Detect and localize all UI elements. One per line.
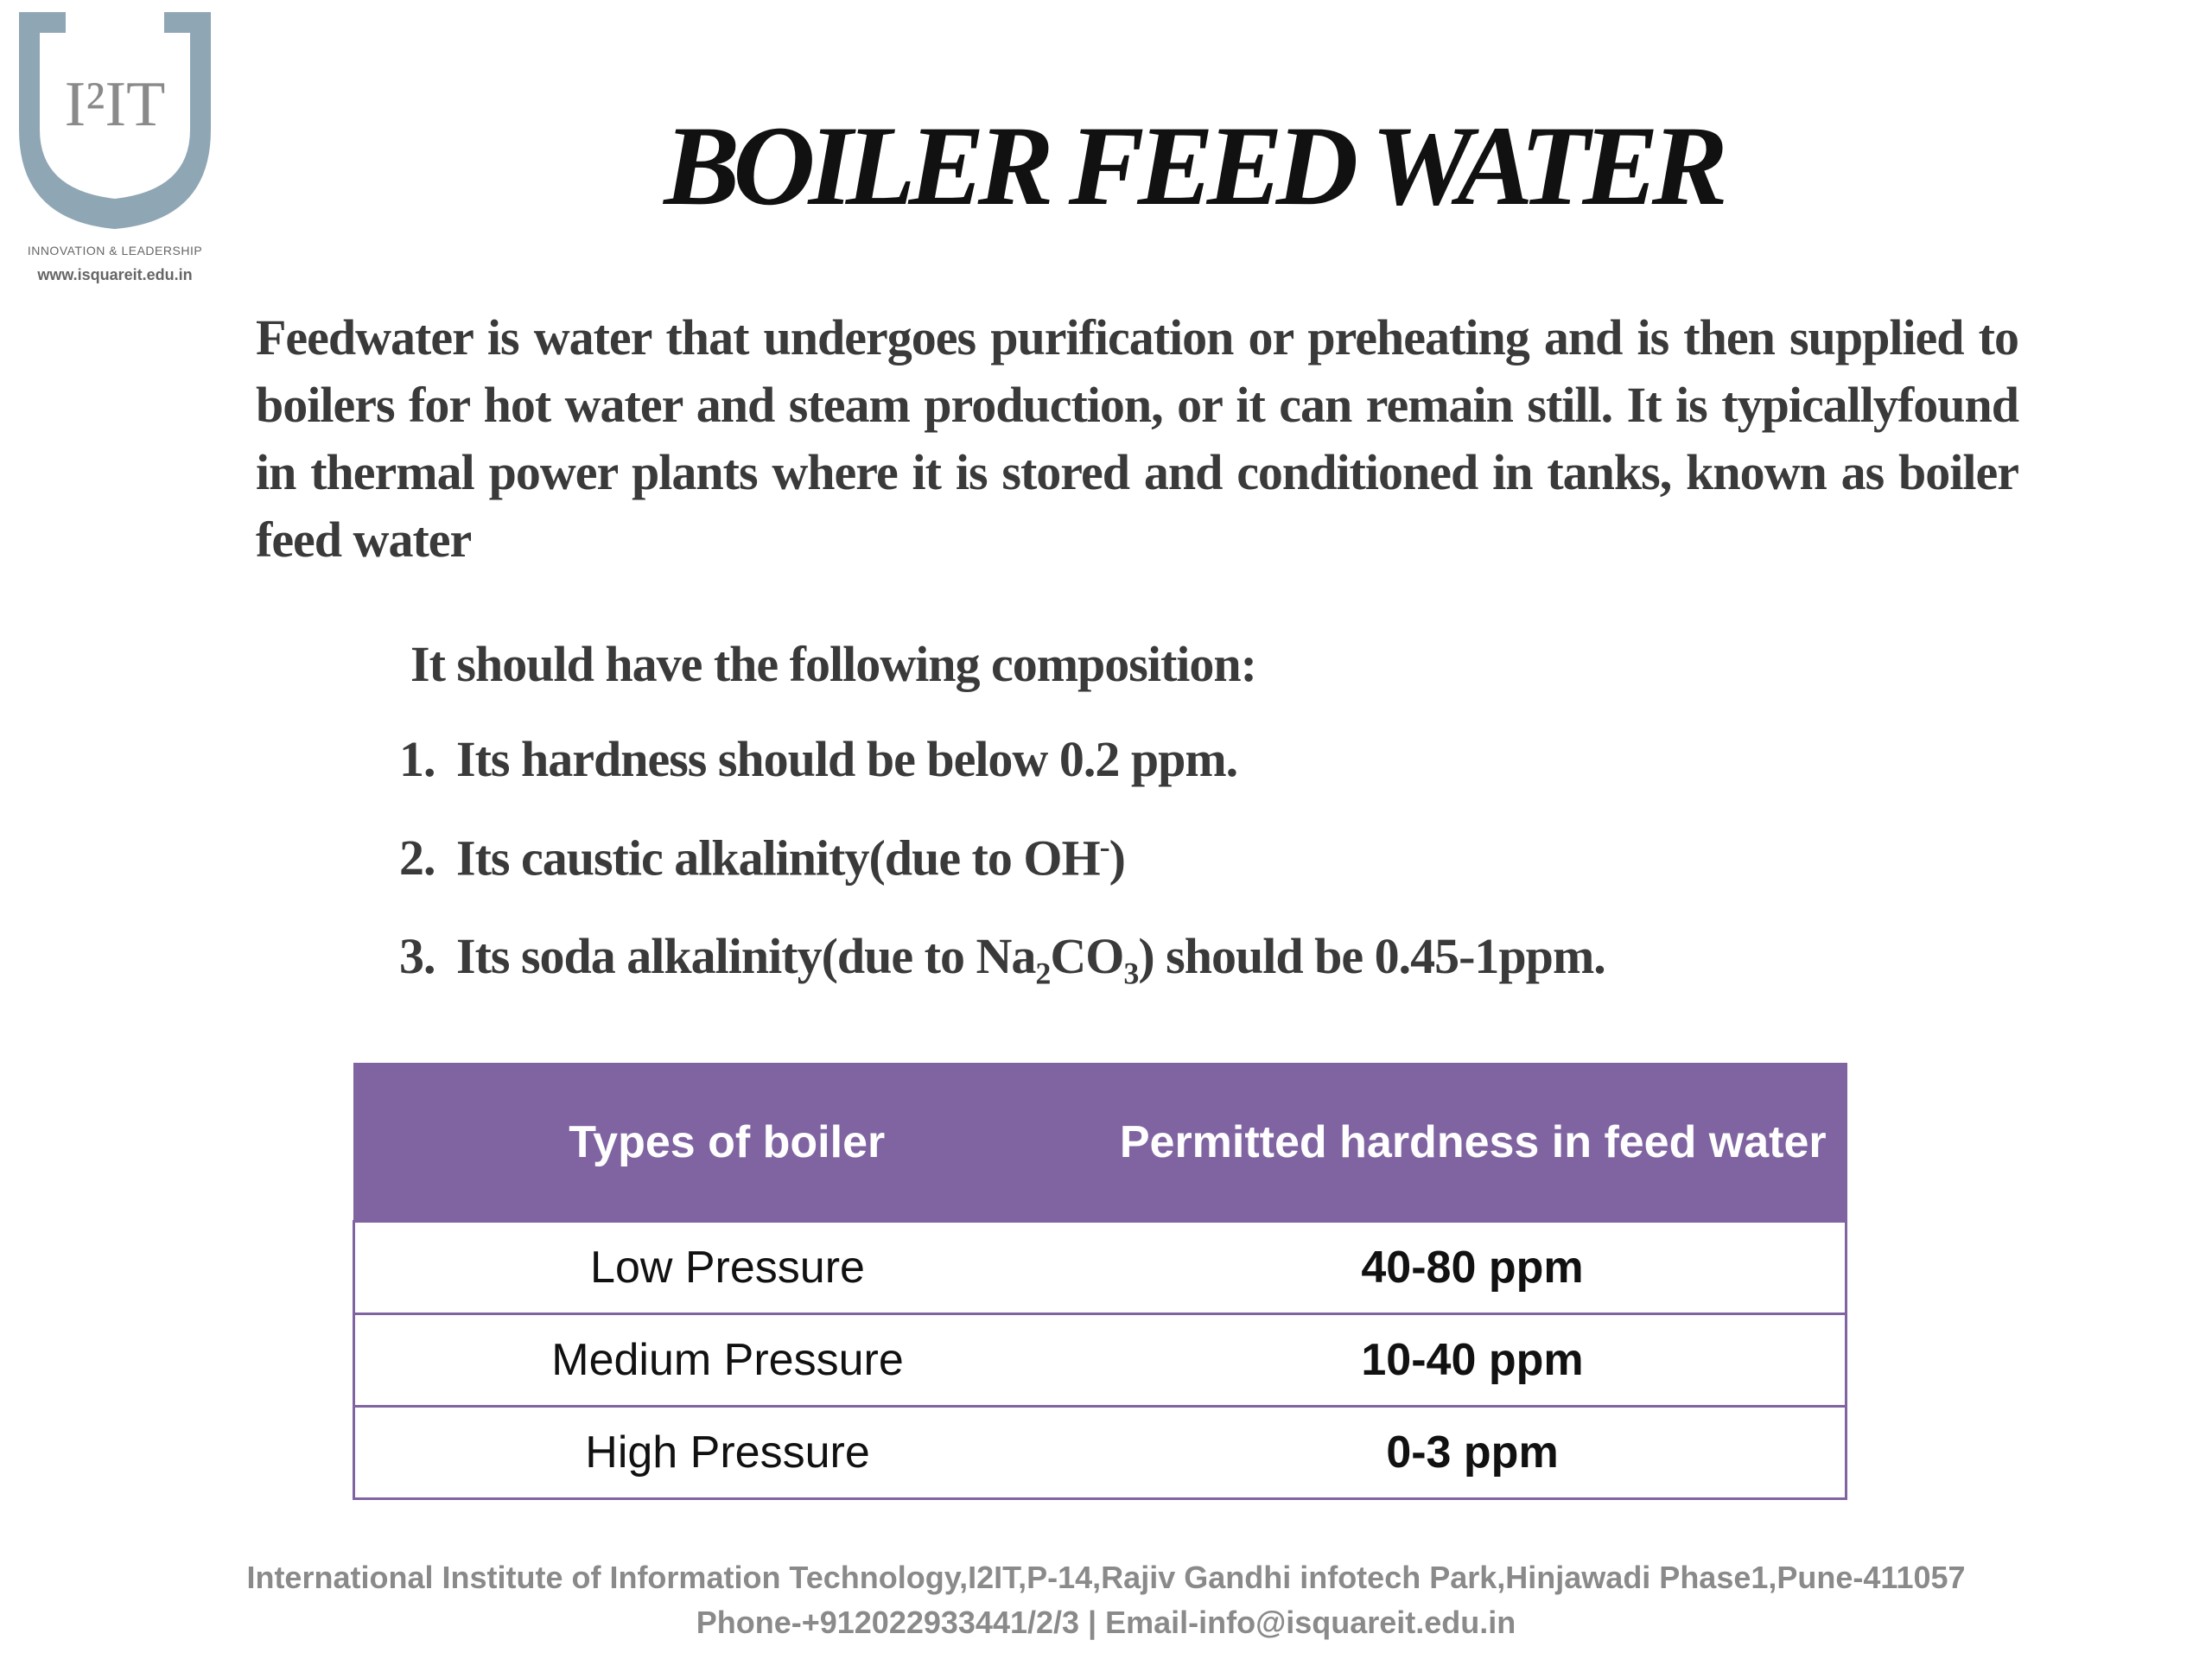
title-text: BOILER FEED WATER [664,102,1721,229]
list-text: Its hardness should be below 0.2 ppm. [456,731,1238,787]
table-row [354,1407,1847,1499]
list-text [456,829,1125,927]
list-text-part: ) [1109,830,1125,887]
page-title [0,99,2212,232]
list-text-part: ) should be 0.45-1ppm. [1138,928,1605,984]
table-row [354,1314,1847,1407]
hardness-cell: 40-80 ppm [1100,1222,1847,1314]
list-item [399,927,1605,1026]
hardness-table [353,1063,1847,1500]
boiler-type-cell: Medium Pressure [354,1314,1101,1407]
table-row [354,1222,1847,1314]
hardness-cell: 10-40 ppm [1100,1314,1847,1407]
list-number: 2. [399,830,435,886]
footer-contact: Phone-+912022933441/2/3 | Email-info@isquareit.edu.in [696,1605,1516,1640]
subscript: 3 [1123,956,1139,991]
logo-tagline: INNOVATION & LEADERSHIP [27,244,203,257]
column-header: Types of boiler [354,1064,1101,1222]
footer-address: International Institute of Information Technology,I2IT,P-14,Rajiv Gandhi infotech Park,Hinjawadi Phase1,Pune-411057 [246,1560,1966,1595]
list-text [456,927,1605,1026]
composition-lead: It should have the following composition: [410,636,1256,692]
intro-paragraph: Feedwater is water that undergoes purification or preheating and is then supplied to boilers for hot water and steam production, or it can remain still. It is typicallyfound in thermal power plants where it is stored and conditioned in tanks, known as boiler feed water [256,309,2018,568]
boiler-type-cell: High Pressure [354,1407,1101,1499]
logo-mark: I²IT [64,69,166,140]
table-header-row [354,1064,1847,1222]
list-text-part: CO [1050,928,1124,984]
footer [0,1555,2212,1645]
list-number: 1. [399,731,435,787]
hardness-cell: 0-3 ppm [1100,1407,1847,1499]
list-text-part: Its caustic alkalinity(due to OH [456,830,1100,887]
list-item [399,829,1605,927]
subscript: 2 [1035,956,1051,991]
column-header: Permitted hardness in feed water [1100,1064,1847,1222]
boiler-type-cell: Low Pressure [354,1222,1101,1314]
list-item [399,730,1605,829]
list-number: 3. [399,928,435,984]
list-text-part: Its soda alkalinity(due to Na [456,928,1036,984]
logo-url: www.isquareit.edu.in [37,266,193,283]
composition-list [399,730,1605,1026]
superscript: - [1099,830,1109,864]
